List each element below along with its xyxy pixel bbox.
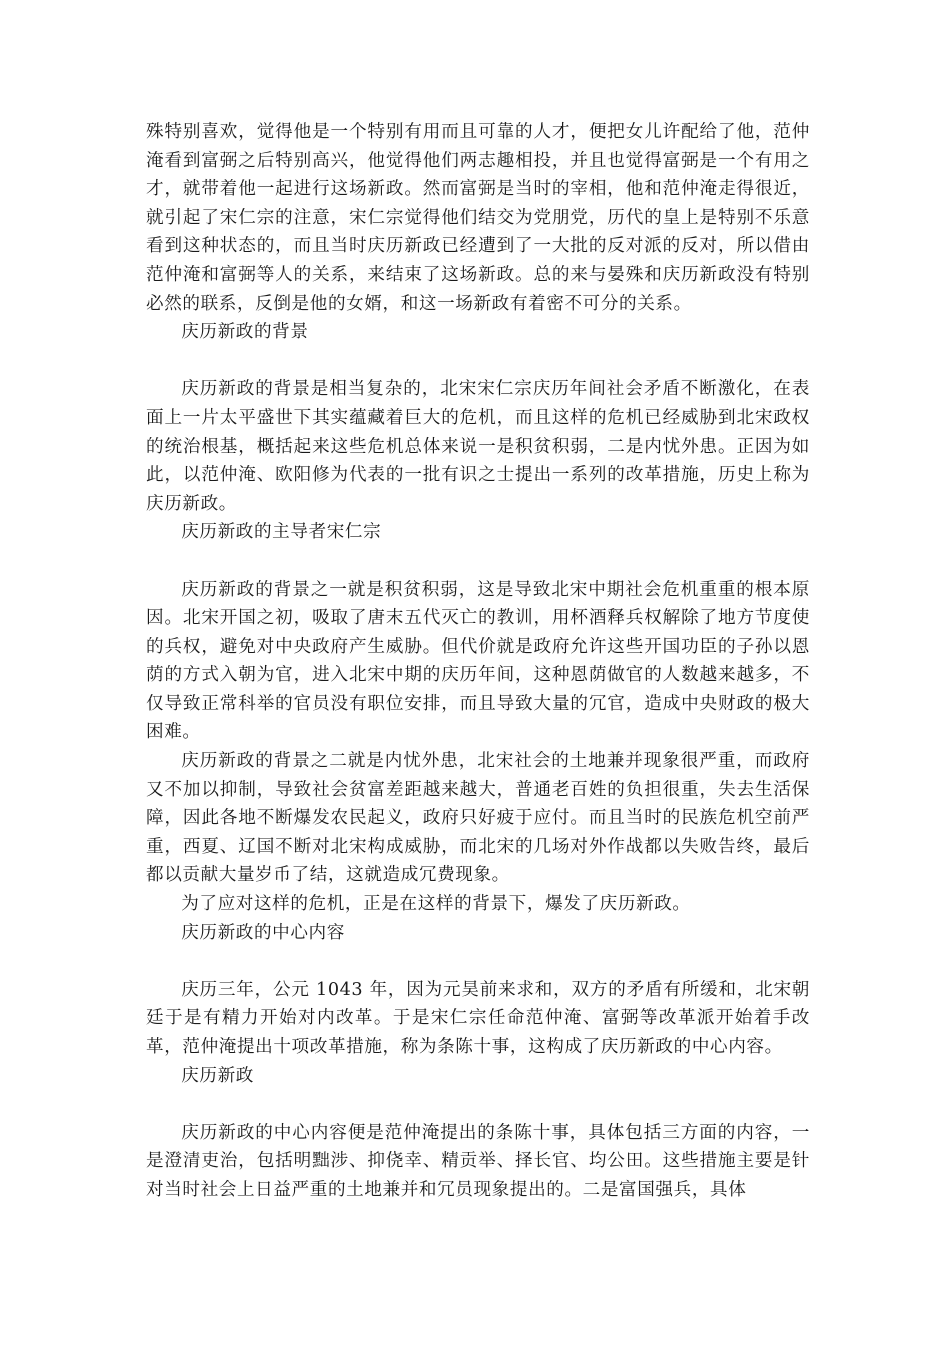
body-paragraph: 为了应对这样的危机，正是在这样的背景下，爆发了庆历新政。 — [181, 894, 691, 915]
body-paragraph-continuation: 殊特别喜欢，觉得他是一个特别有用而且可靠的人才，便把女儿许配给了他，范仲淹看到富弼之后特别高兴，他觉得他们两志趣相投，并且也觉得富弼是一个有用之才，就带着他一起进行这场新政。然而富弼是当时的宰相，他和范仲淹走得很近，就引起了宋仁宗的注意，宋仁宗觉得他们结交为党朋党，历代的皇上是特别不乐意看到这种状态的，而且当时庆历新政已经遭到了一大批的反对派的反对，所以借由范仲淹和富弼等人的关系，来结束了这场新政。总的来与晏殊和庆历新政没有特别必然的联系，反倒是他的女婿，和这一场新政有着密不可分的关系。 — [146, 122, 810, 314]
section-heading-content: 庆历新政的中心内容 — [181, 922, 345, 943]
section-heading-background: 庆历新政的背景 — [181, 322, 309, 343]
body-paragraph: 庆历新政的背景之一就是积贫积弱，这是导致北宋中期社会危机重重的根本原因。北宋开国之初，吸取了唐末五代灭亡的教训，用杯酒释兵权解除了地方节度使的兵权，避免对中央政府产生威胁。但代价就是政府允许这些开国功臣的子孙以恩荫的方式入朝为官，进入北宋中期的庆历年间，这种恩荫做官的人数越来越多，不仅导致正常科举的官员没有职位安排，而且导致大量的冗官，造成中央财政的极大困难。 — [146, 579, 810, 743]
blank-line — [146, 1090, 810, 1119]
body-paragraph: 庆历新政的背景之二就是内忧外患，北宋社会的土地兼并现象很严重，而政府又不加以抑制，导致社会贫富差距越来越大，普通老百姓的负担很重，失去生活保障，因此各地不断爆发农民起义，政府只好疲于应付。而且当时的民族危机空前严重，西夏、辽国不断对北宋构成威胁，而北宋的几场对外作战都以失败告终，最后都以贡献大量岁币了结，这就造成冗费现象。 — [146, 751, 810, 886]
body-paragraph: 庆历三年，公元 1043 年，因为元昊前来求和，双方的矛盾有所缓和，北宋朝廷于是有精力开始对内改革。于是宋仁宗任命范仲淹、富弼等改革派开始着手改革，范仲淹提出十项改革措施，称为条陈十事，这构成了庆历新政的中心内容。 — [146, 979, 810, 1057]
section-heading-leader: 庆历新政的主导者宋仁宗 — [181, 522, 382, 543]
section-heading-reform: 庆历新政 — [181, 1065, 254, 1086]
body-paragraph: 庆历新政的中心内容便是范仲淹提出的条陈十事，具体包括三方面的内容，一是澄清吏治，包括明黜涉、抑侥幸、精贡举、择长官、均公田。这些措施主要是针对当时社会上日益严重的土地兼并和冗员现象提出的。二是富国强兵，具体 — [146, 1122, 810, 1200]
blank-line — [146, 947, 810, 976]
document-body — [146, 118, 810, 1205]
blank-line — [146, 547, 810, 576]
body-paragraph: 庆历新政的背景是相当复杂的，北宋宋仁宗庆历年间社会矛盾不断激化，在表面上一片太平盛世下其实蕴藏着巨大的危机，而且这样的危机已经威胁到北宋政权的统治根基，概括起来这些危机总体来说一是积贫积弱，二是内忧外患。正因为如此，以范仲淹、欧阳修为代表的一批有识之士提出一系列的改革措施，历史上称为庆历新政。 — [146, 379, 810, 514]
blank-line — [146, 347, 810, 376]
